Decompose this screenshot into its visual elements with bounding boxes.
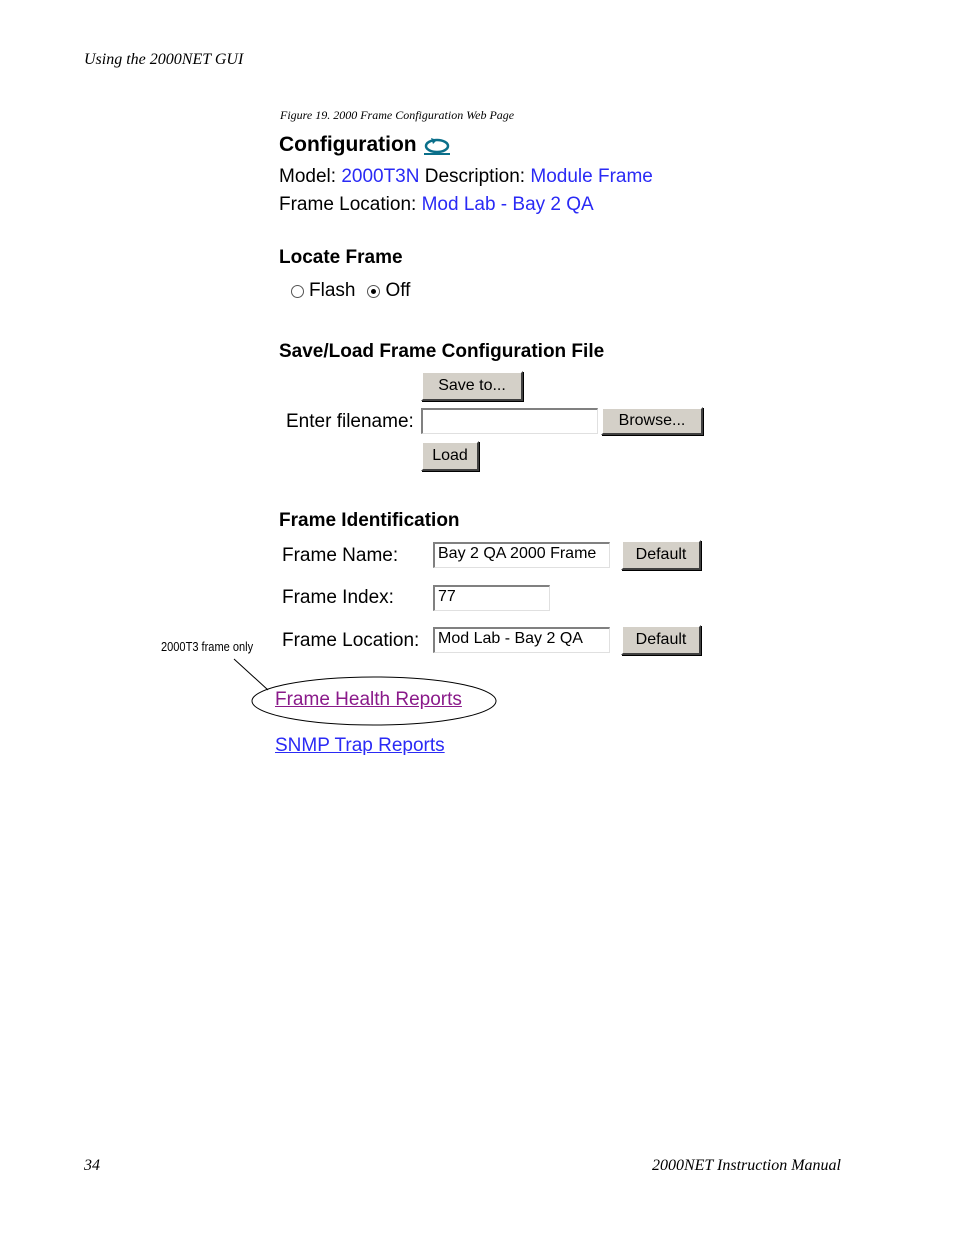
browse-button[interactable]: Browse... [601,407,703,435]
frame-health-reports-link[interactable]: Frame Health Reports [275,689,462,710]
description-label: Description: [424,166,526,187]
annotation-callout-text: 2000T3 frame only [161,639,254,654]
frame-name-default-button[interactable]: Default [621,540,701,570]
filename-label: Enter filename: [286,411,414,432]
frame-location-default-button[interactable]: Default [621,625,701,655]
frame-index-label: Frame Index: [282,587,394,608]
frame-location-id-label: Frame Location: [282,630,420,651]
figure-caption: Figure 19. 2000 Frame Configuration Web Page [280,108,515,122]
model-value: 2000T3N [341,166,420,187]
locate-frame-heading: Locate Frame [279,247,403,268]
frame-index-input[interactable]: 77 [433,585,550,611]
description-value: Module Frame [530,166,653,187]
load-button[interactable]: Load [421,441,479,471]
running-header: Using the 2000NET GUI [84,51,244,68]
snmp-trap-reports-link[interactable]: SNMP Trap Reports [275,735,445,756]
page-title-text: Configuration [279,133,417,156]
off-radio-label: Off [385,280,411,301]
frame-location-input[interactable]: Mod Lab - Bay 2 QA [433,627,610,653]
page-number: 34 [84,1157,100,1174]
frame-name-label: Frame Name: [282,545,399,566]
frame-name-input[interactable]: Bay 2 QA 2000 Frame [433,542,610,568]
save-load-heading: Save/Load Frame Configuration File [279,341,605,362]
frame-location-value: Mod Lab - Bay 2 QA [421,194,594,215]
manual-title: 2000NET Instruction Manual [651,1157,841,1174]
frame-identification-heading: Frame Identification [279,510,460,531]
save-to-button[interactable]: Save to... [421,371,523,401]
frame-location-label: Frame Location: [279,194,417,215]
flash-radio-label: Flash [309,280,356,301]
model-label: Model: [279,166,337,187]
